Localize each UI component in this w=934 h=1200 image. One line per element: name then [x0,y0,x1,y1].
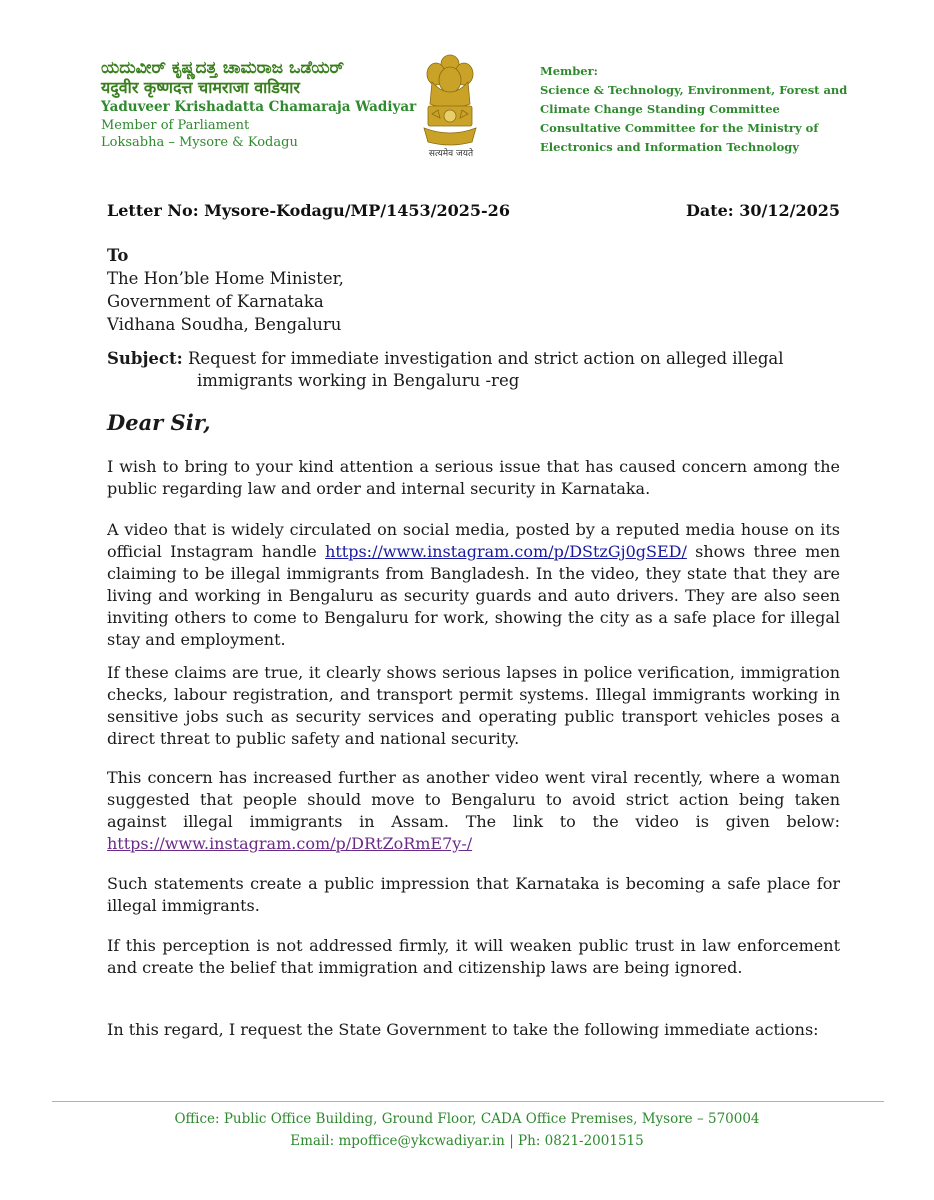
phone-label: Ph: [518,1133,541,1149]
paragraph-2-intro: A video that is widely circulated on social media, posted by a reputed media house on its official Instagram handle [107,520,840,561]
constituency: Loksabha – Mysore & Kodagu [101,135,298,150]
member-label: Member: [540,64,598,78]
to-label: To [107,246,129,265]
letterhead-identity [101,58,416,151]
committee-1-line-2: Climate Change Standing Committee [540,102,780,116]
paragraph-4-text: This concern has increased further as another video went viral recently, where a woman suggested that people should move to Bengaluru to avoid strict action being taken against illegal immigrants in Assam. The link to the video is given below: [107,768,840,831]
paragraph-1: I wish to bring to your kind attention a serious issue that has caused concern among the public regarding law and order and internal security in Karnataka. [107,457,840,498]
name-english: Yaduveer Krishadatta Chamaraja Wadiyar [101,99,417,115]
subject-line-1: Request for immediate investigation and strict action on alleged illegal [187,349,784,368]
recipient-line-3: Vidhana Soudha, Bengaluru [107,315,342,334]
paragraph-7: In this regard, I request the State Government to take the following immediate actions: [107,1020,819,1039]
subject-label: Subject: [107,349,183,368]
recipient-line-1: The Hon’ble Home Minister, [107,269,344,288]
committee-2-line-1: Consultative Committee for the Ministry of [540,121,819,135]
contact-separator: | [509,1133,514,1149]
email-label: Email: [290,1133,335,1149]
subject [107,348,840,392]
instagram-link-1[interactable]: https://www.instagram.com/p/DStzGj0gSED/ [325,542,687,561]
salutation: Dear Sir, [107,410,211,435]
email-address[interactable]: mpoffice@ykcwadiyar.in [338,1133,505,1149]
emblem-motto: सत्यमेव जयते [428,149,474,159]
letter-number: Letter No: Mysore-Kodagu/MP/1453/2025-26 [107,201,510,220]
recipient-line-2: Government of Karnataka [107,292,324,311]
footer-office-address: Office: Public Office Building, Ground Floor, CADA Office Premises, Mysore – 570004 [174,1111,760,1127]
paragraph-6: If this perception is not addressed firmly, it will weaken public trust in law enforcement and create the belief that immigration and citizenship laws are being ignored. [107,936,840,977]
paragraph-2 [107,519,840,651]
recipient-address [107,244,344,336]
name-hindi: यदुवीर कृष्णदत्त चामराजा वाडियार [101,78,300,97]
committee-memberships [540,62,848,157]
footer-contact [0,1133,934,1149]
name-kannada: ಯದುವೀರ್ ಕೃಷ್ಣದತ್ತ ಚಾಮರಾಜ ಒಡೆಯರ್ [101,58,345,78]
committee-2-line-2: Electronics and Information Technology [540,140,800,154]
footer-divider [52,1101,884,1102]
subject-line-2: immigrants working in Bengaluru -reg [197,371,520,390]
designation: Member of Parliament [101,118,250,133]
paragraph-2-body: shows three men claiming to be illegal immigrants from Bangladesh. In the video, they state that they are living and working in Bengaluru as security guards and auto drivers. They are also seen inviting others to come to Bengaluru for work, showing the city as a safe place for illegal stay and employment. [107,542,841,649]
committee-1-line-1: Science & Technology, Environment, Forest and [540,83,848,97]
letter-meta [107,201,840,225]
phone-number: 0821-2001515 [544,1133,644,1149]
paragraph-4 [107,767,840,855]
instagram-link-2[interactable]: https://www.instagram.com/p/DRtZoRmE7y-/ [107,834,473,853]
paragraph-3: If these claims are true, it clearly shows serious lapses in police verification, immigration checks, labour registration, and transport permit systems. Illegal immigrants working in sensitive jobs such as security services and operating public transport vehicles poses a direct threat to public safety and national security. [107,663,840,748]
paragraph-5: Such statements create a public impression that Karnataka is becoming a safe place for illegal immigrants. [107,874,840,915]
letter-date: Date: 30/12/2025 [685,201,840,220]
